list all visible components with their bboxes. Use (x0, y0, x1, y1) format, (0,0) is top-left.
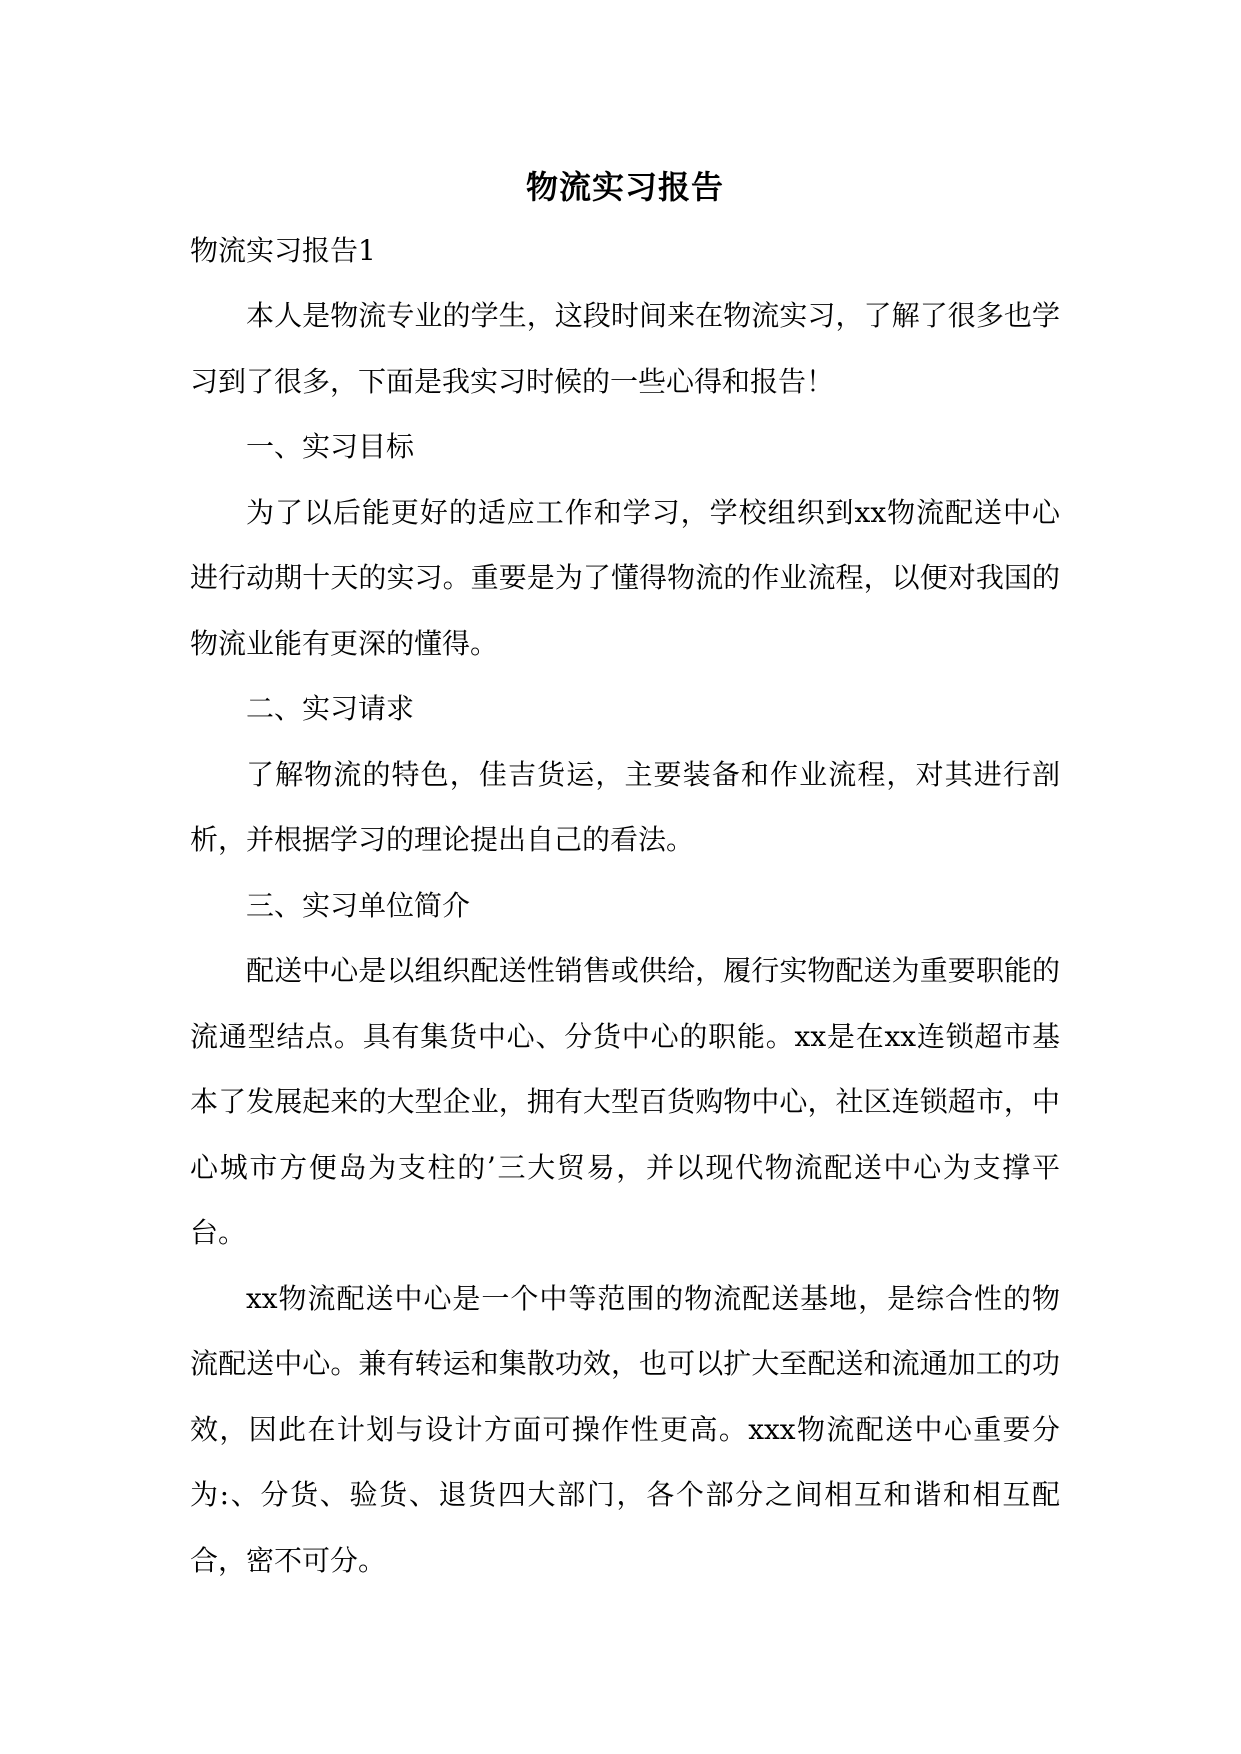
paragraph-company-1: 配送中心是以组织配送性销售或供给，履行实物配送为重要职能的流通型结点。具有集货中心、分货中心的职能。xx是在xx连锁超市基本了发展起来的大型企业，拥有大型百货购物中心，社区连锁超市，中心城市方便岛为支柱的’三大贸易，并以现代物流配送中心为支撑平台。 (190, 954, 1060, 1249)
paragraph-goal: 为了以后能更好的适应工作和学习，学校组织到xx物流配送中心进行动期十天的实习。重要是为了懂得物流的作业流程，以便对我国的物流业能有更深的懂得。 (190, 495, 1060, 660)
paragraph-requirements: 了解物流的特色，佳吉货运，主要装备和作业流程，对其进行剖析，并根据学习的理论提出自己的看法。 (190, 757, 1060, 856)
document-title: 物流实习报告 (525, 168, 724, 206)
section-heading-requirements: 二、实习请求 (246, 692, 415, 725)
document-body (190, 155, 1060, 1593)
section-heading-company: 三、实习单位简介 (246, 888, 471, 922)
section-heading-goal: 一、实习目标 (246, 430, 415, 463)
paragraph-company-2: xx物流配送中心是一个中等范围的物流配送基地，是综合性的物流配送中心。兼有转运和集散功效，也可以扩大至配送和流通加工的功效，因此在计划与设计方面可操作性更高。xxx物流配送中心重要分为:、分货、验货、退货四大部门，各个部分之间相互和谐和相互配合，密不可分。 (190, 1281, 1060, 1577)
document-subtitle: 物流实习报告1 (190, 234, 376, 267)
paragraph-intro: 本人是物流专业的学生，这段时间来在物流实习，了解了很多也学习到了很多，下面是我实习时候的一些心得和报告！ (190, 299, 1060, 398)
